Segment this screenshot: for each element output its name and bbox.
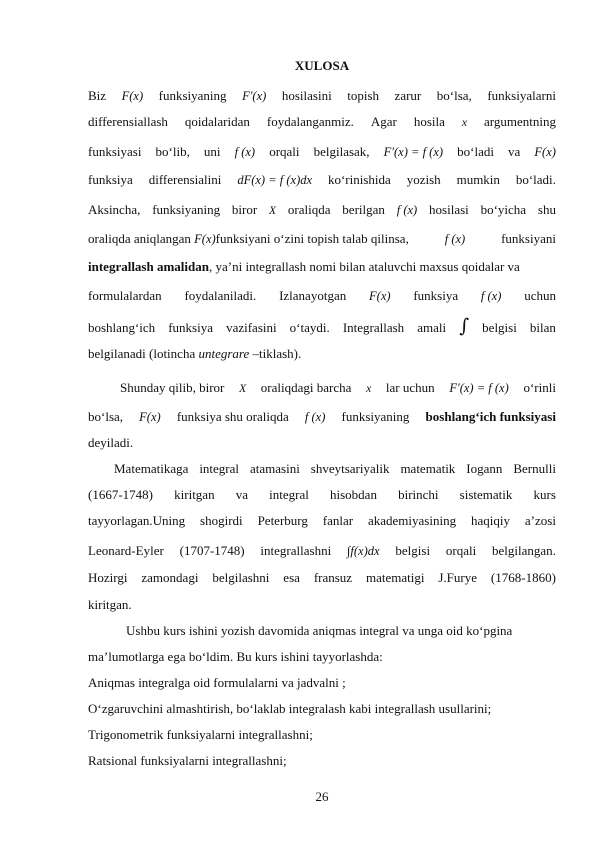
math-f-of-x: f (x)	[234, 145, 256, 159]
math-F-prime-of-x: F′(x)	[242, 89, 267, 103]
math-f-of-x: f (x)	[304, 410, 326, 424]
paragraph-1-line-3: funksiyasi bo‘lib, uni f (x) orqali belgilasak, F′(x) = f (x) bo‘ladi va F(x)	[88, 144, 556, 159]
list-item: Aniqmas integralga oid formulalarni va jadvalni ;	[88, 675, 346, 690]
document-page: XULOSA Biz F(x) funksiyaning F′(x) hosilasini topish zarur bo‘lsa, funksiyalarni differensiallash qoidalaridan foydalanganmiz. Agar hosila x argumentning funksiyasi bo‘lib, uni f (x) orqali belgilasak, F′(x) = f (x) bo‘ladi va F(x) funksiya differensialini dF(x) = f (x)dx ko‘rinishida yozish mumkin bo‘ladi. Aksincha, funksiyaning biror X oraliqda berilgan f (x) hosilasi bo‘yicha shu oraliqda aniqlangan F(x)funksiyani o‘zini topish talab qilinsa, f (x) funksiyani integrallash amalidan, ya’ni integrallash nomi bilan ataluvchi maxsus qoidalar va formulalardan foydalaniladi. Izlanayotgan F(x) funksiya f (x) uchun boshlang‘ich funksiya vazifasini o‘taydi. Integrallash amali ∫ belgisi bilan belgilanadi (lotincha untegrare –tiklash). Shunday qilib, biror X oraliqdagi barcha x lar uchun F′(x) = f (x) o‘rinli bo‘lsa, F(x) funksiya shu oraliqda f (x) funksiyaning boshlang‘ich funksiyasi deyiladi. Matematikaga integral atamasini shveytsariyalik matematik Iogann Bernulli (1667-1748) kiritgan va integral hisobdan birinchi sistematik kurs tayyorlagan.Uning shogirdi Peterburg fanlar akademiyasining haqiqiy a’zosi Leonard-Eyler (1707-1748) integrallashni ∫f(x)dx belgisi orqali belgilangan. Hozirgi zamondagi belgilashni esa fransuz matematigi J.Furye (1768-1860) kiritgan. Ushbu kurs ishini yozish davomida aniqmas integral va unga oid ko‘pgina ma’lumotlarga ega bo‘ldim. Bu kurs ishini tayyorlashda: Aniqmas integralga oid formulalarni va jadvalni ; O‘zgaruvchini almashtirish, bo‘laklab integralash kabi integrallash usullarini; Trigonometrik funksiyalarni integrallashni; Ratsional funksiyalarni integrallashni; 26	[88, 58, 556, 804]
term-boshlangich-funksiya: boshlang‘ich funksiyasi	[425, 409, 556, 424]
math-F-of-x: F(x)	[534, 145, 556, 159]
math-F-of-x: F(x)	[369, 289, 391, 303]
math-derivative-equation: F′(x) = f (x)	[449, 381, 509, 395]
math-X: X	[269, 205, 277, 217]
math-differential-equation: dF(x) = f (x)dx	[237, 173, 313, 187]
math-f-of-x: f (x)	[444, 232, 466, 246]
paragraph-1-line-8: formulalardan foydalaniladi. Izlanayotgan F(x) funksiya f (x) uchun	[88, 288, 556, 303]
math-derivative-equation: F′(x) = f (x)	[383, 145, 444, 159]
paragraph-1-line-9: boshlang‘ich funksiya vazifasini o‘taydi. Integrallash amali ∫ belgisi bilan	[88, 315, 556, 337]
paragraph-1-line-7: integrallash amalidan, ya’ni integrallash nomi bilan ataluvchi maxsus qoidalar va	[88, 259, 520, 274]
paragraph-1-line-5: Aksincha, funksiyaning biror X oraliqda berilgan f (x) hosilasi bo‘yicha shu	[88, 202, 556, 217]
paragraph-4-line-2: ma’lumotlarga ega bo‘ldim. Bu kurs ishini tayyorlashda:	[88, 649, 383, 664]
math-x: x	[366, 383, 372, 395]
list-item: Ratsional funksiyalarni integrallashni;	[88, 753, 287, 768]
list-item: O‘zgaruvchini almashtirish, bo‘laklab integralash kabi integrallash usullarini;	[88, 701, 492, 716]
paragraph-2-line-3: deyiladi.	[88, 435, 134, 450]
math-X: X	[239, 383, 247, 395]
paragraph-1-line-1: Biz F(x) funksiyaning F′(x) hosilasini topish zarur bo‘lsa, funksiyalarni	[88, 88, 556, 103]
integral-sign-icon: ∫	[459, 315, 470, 337]
paragraph-3-line-2: (1667-1748) kiritgan va integral hisobdan birinchi sistematik kurs	[88, 487, 556, 502]
math-f-of-x: f (x)	[480, 289, 502, 303]
term-integrallash-amali: integrallash amalidan	[88, 259, 209, 274]
list-item: Trigonometrik funksiyalarni integrallashni;	[88, 727, 313, 742]
paragraph-1-line-6: oraliqda aniqlangan F(x)funksiyani o‘zini topish talab qilinsa, f (x) funksiyani	[88, 231, 556, 246]
paragraph-3-line-3: tayyorlagan.Uning shogirdi Peterburg fanlar akademiyasining haqiqiy a’zosi	[88, 513, 556, 528]
math-x: x	[461, 117, 467, 129]
paragraph-1-line-4: funksiya differensialini dF(x) = f (x)dx ko‘rinishida yozish mumkin bo‘ladi.	[88, 172, 556, 187]
math-integral-expression: ∫f(x)dx	[347, 544, 380, 558]
math-F-of-x: F(x)	[139, 410, 161, 424]
section-title: XULOSA	[294, 58, 350, 73]
paragraph-1-line-10: belgilanadi (lotincha untegrare –tiklash).	[88, 346, 302, 361]
paragraph-4-line-1: Ushbu kurs ishini yozish davomida aniqmas integral va unga oid ko‘pgina	[126, 623, 513, 638]
page-number: 26	[315, 789, 329, 804]
math-F-of-x: F(x)	[194, 232, 216, 246]
paragraph-1-line-2: differensiallash qoidalaridan foydalanganmiz. Agar hosila x argumentning	[88, 114, 556, 129]
paragraph-3-line-4: Leonard-Eyler (1707-1748) integrallashni ∫f(x)dx belgisi orqali belgilangan.	[88, 543, 556, 558]
math-f-of-x: f (x)	[396, 203, 418, 217]
paragraph-3-line-5: Hozirgi zamondagi belgilashni esa fransuz matematigi J.Furye (1768-1860)	[88, 570, 556, 585]
math-F-of-x: F(x)	[121, 89, 144, 103]
paragraph-2-line-2: bo‘lsa, F(x) funksiya shu oraliqda f (x) funksiyaning boshlang‘ich funksiyasi	[88, 409, 556, 424]
paragraph-3-line-6: kiritgan.	[88, 597, 132, 612]
